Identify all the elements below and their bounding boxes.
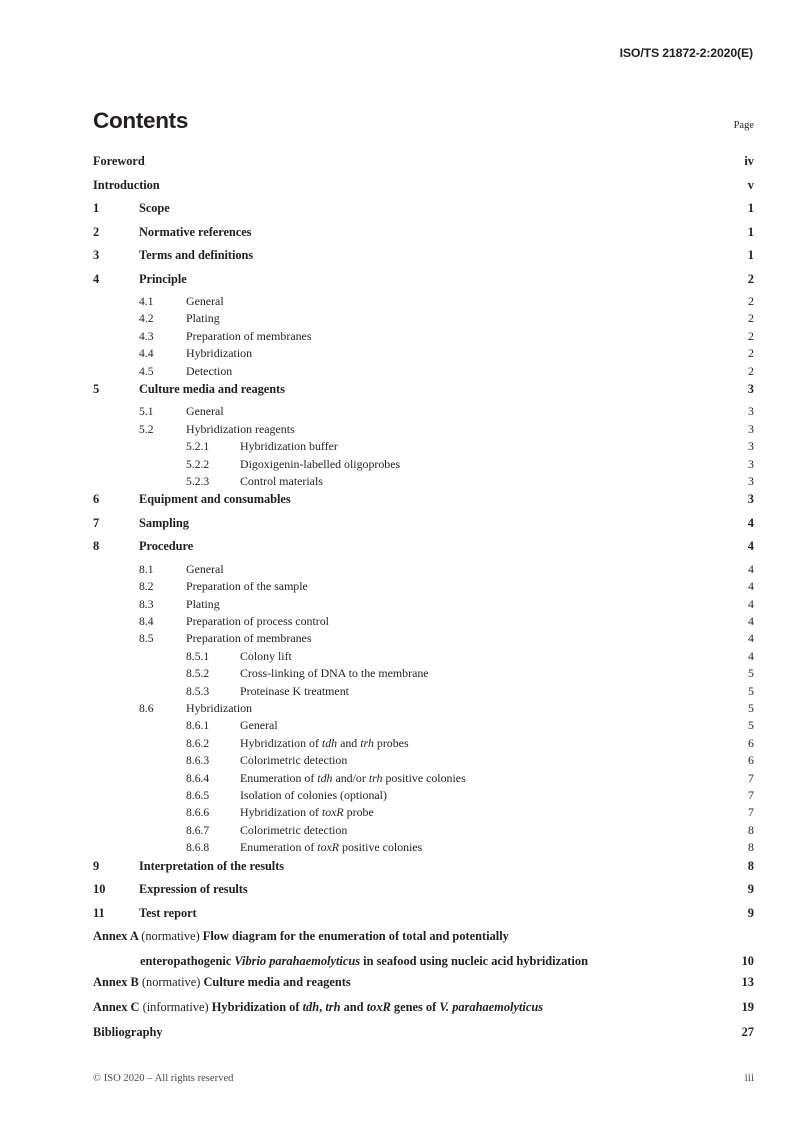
toc-bibliography-label: Bibliography: [93, 1025, 163, 1040]
dot-leader: [195, 549, 738, 550]
toc-entry[interactable]: [93, 517, 754, 541]
toc-entry-label: Colorimetric detection: [240, 753, 348, 768]
toc-entry-label: Terms and definitions: [139, 248, 254, 262]
dot-leader: [349, 833, 738, 834]
copyright-notice: © ISO 2020 – All rights reserved: [93, 1073, 234, 1084]
dot-leader: [389, 798, 738, 799]
toc-page-number: 4: [748, 596, 754, 611]
dot-leader: [287, 392, 738, 393]
toc-entry-label: Enumeration of toxR positive colonies: [240, 840, 423, 855]
toc-page-number: 3: [748, 421, 754, 436]
dot-leader: [294, 659, 738, 660]
toc-page-number: 4: [748, 648, 754, 663]
toc-entry-number: 11: [93, 905, 105, 920]
toc-page-number: v: [747, 177, 754, 192]
toc-entry[interactable]: [93, 807, 754, 824]
toc-annex-label: Annex A (normative) Flow diagram for the enumeration of total and potentially: [93, 929, 509, 944]
dot-leader: [147, 164, 738, 165]
dot-leader: [402, 467, 738, 468]
toc-entry[interactable]: [93, 755, 754, 772]
toc-entry[interactable]: [93, 860, 754, 884]
toc-entry-label: Scope: [139, 201, 170, 215]
toc-page-number: 3: [748, 456, 754, 471]
toc-entry-label: Introduction: [93, 177, 160, 192]
toc-entry-number: 8.6.7: [186, 823, 210, 837]
toc-entry[interactable]: [93, 720, 754, 737]
toc-entry-label: Plating: [186, 596, 220, 611]
toc-page-number: 4: [747, 515, 754, 530]
dot-leader: [293, 502, 738, 503]
toc-entry[interactable]: [93, 883, 754, 907]
toc-entry-label: Interpretation of the results: [139, 858, 285, 873]
toc-entry-number: 8.1: [139, 562, 154, 576]
toc-entry-number: 8.3: [139, 597, 154, 611]
toc-page-number: 13: [741, 975, 754, 990]
toc-entry-number: 8.6.4: [186, 771, 210, 785]
toc-page-number: 3: [748, 474, 754, 489]
toc-entry-number: 4.1: [139, 295, 154, 308]
toc-entry-number: 1: [93, 201, 100, 215]
toc-entry-number: 6: [93, 492, 100, 507]
table-of-contents: [93, 155, 754, 1051]
toc-entry-number: 5.1: [139, 405, 154, 419]
toc-entry-number: 7: [93, 515, 100, 530]
toc-page-number: 6: [748, 735, 754, 750]
toc-entry-number: 5.2.3: [186, 475, 210, 489]
toc-entry-label: Isolation of colonies (optional): [240, 787, 387, 802]
toc-entry-label: General: [240, 718, 278, 733]
page-footer: [93, 1072, 754, 1084]
dot-leader: [226, 414, 738, 415]
toc-entry[interactable]: [93, 249, 754, 273]
toc-page-number: 8: [748, 840, 754, 855]
toc-entry[interactable]: [93, 226, 754, 250]
dot-leader: [340, 449, 738, 450]
toc-entry-label: Foreword: [93, 154, 145, 168]
toc-entry-number: 2: [93, 224, 100, 239]
dot-leader: [325, 484, 738, 485]
toc-entry-label: Digoxigenin-labelled oligoprobes: [240, 456, 401, 471]
toc-entry[interactable]: [93, 476, 754, 493]
toc-entry-number: 8: [93, 539, 100, 554]
toc-entry[interactable]: [93, 202, 754, 226]
toc-page-number: 8: [748, 822, 754, 837]
toc-annex-entry-wrap[interactable]: [93, 955, 754, 976]
toc-page-number: 4: [748, 631, 754, 646]
dot-leader: [253, 235, 738, 236]
dot-leader: [411, 746, 738, 747]
toc-entry-label: Preparation of membranes: [186, 328, 312, 343]
dot-leader: [468, 781, 738, 782]
dot-leader: [297, 432, 738, 433]
toc-entry[interactable]: [93, 787, 754, 807]
dot-leader: [254, 356, 738, 357]
toc-entry-number: 8.5.1: [186, 649, 210, 663]
toc-entry-label: Hybridization of toxR probe: [240, 805, 374, 820]
toc-entry-number: 4.5: [139, 364, 154, 378]
toc-annex-label-continued: enteropathogenic Vibrio parahaemolyticus in seafood using nucleic acid hybridization: [140, 954, 588, 969]
toc-entry[interactable]: [93, 735, 754, 755]
dot-leader: [234, 374, 738, 375]
dot-leader: [226, 304, 738, 305]
toc-annex-entry[interactable]: [93, 930, 754, 955]
toc-page-number: 4: [748, 561, 754, 576]
toc-page-number: 2: [748, 311, 754, 326]
toc-entry-label: General: [186, 561, 224, 576]
toc-page-number: 1: [747, 248, 754, 262]
toc-entry-label: Colorimetric detection: [240, 822, 348, 837]
dot-leader: [331, 624, 738, 625]
toc-page-number: 9: [747, 882, 754, 897]
dot-leader: [590, 964, 738, 965]
dot-leader: [313, 641, 738, 642]
toc-page-number: 5: [748, 701, 754, 716]
toc-page-number: 9: [747, 905, 754, 920]
toc-entry[interactable]: [93, 348, 754, 365]
toc-page-number: 19: [741, 1000, 754, 1015]
toc-entry-label: Hybridization: [186, 346, 253, 361]
toc-entry-number: 8.6.8: [186, 841, 210, 855]
toc-entry-number: 8.6.2: [186, 736, 210, 750]
toc-entry-number: 4.3: [139, 329, 154, 343]
toc-entry[interactable]: [93, 383, 754, 407]
toc-annex-entry[interactable]: [93, 976, 754, 1001]
toc-entry-number: 8.6: [139, 702, 154, 716]
toc-entry-number: 8.5: [139, 632, 154, 646]
toc-page-number: 2: [748, 363, 754, 378]
dot-leader: [191, 526, 738, 527]
toc-entry[interactable]: [93, 456, 754, 476]
toc-entry-number: 5: [93, 381, 100, 396]
dot-leader: [286, 869, 738, 870]
dot-leader: [172, 211, 738, 212]
toc-entry[interactable]: [93, 421, 754, 441]
toc-entry-number: 5.2.2: [186, 457, 210, 471]
dot-leader: [254, 711, 738, 712]
toc-entry-number: 4: [93, 271, 100, 286]
toc-entry-number: 4.2: [139, 312, 154, 326]
toc-entry-number: 5.2.1: [186, 440, 210, 454]
toc-entry[interactable]: [93, 842, 754, 859]
toc-page-number: 5: [748, 683, 754, 698]
toc-page-number: 4: [748, 579, 754, 594]
toc-entry-label: Colony lift: [240, 648, 292, 663]
toc-page-number: 6: [748, 753, 754, 768]
toc-page-number: iv: [744, 154, 754, 168]
toc-entry-number: 8.6.6: [186, 806, 210, 820]
toc-entry-number: 9: [93, 858, 100, 873]
toc-entry-label: Principle: [139, 271, 187, 286]
dot-leader: [545, 1010, 738, 1011]
dot-leader: [250, 892, 738, 893]
toc-entry-label: Hybridization: [186, 701, 253, 716]
toc-page-number: 3: [747, 492, 754, 507]
toc-entry[interactable]: [93, 540, 754, 564]
toc-entry[interactable]: [93, 907, 754, 931]
toc-page-number: 1: [747, 224, 754, 239]
dot-leader: [222, 321, 738, 322]
toc-entry-label: General: [186, 404, 224, 419]
toc-entry-label: Plating: [186, 311, 220, 326]
toc-entry-number: 8.5.2: [186, 667, 210, 681]
toc-entry-label: Cross-linking of DNA to the membrane: [240, 666, 429, 681]
toc-entry[interactable]: [93, 273, 754, 297]
toc-entry[interactable]: [93, 668, 754, 685]
toc-entry-number: 4.4: [139, 347, 154, 361]
dot-leader: [376, 815, 738, 816]
page-column-label: Page: [733, 120, 754, 131]
toc-page-number: 4: [747, 539, 754, 554]
toc-annex-label: Annex B (normative) Culture media and reagents: [93, 975, 351, 990]
dot-leader: [280, 728, 738, 729]
toc-page-number: 2: [747, 271, 754, 286]
toc-page-number: 2: [748, 346, 754, 361]
toc-page-number: 27: [741, 1025, 754, 1040]
dot-leader: [199, 916, 738, 917]
dot-leader: [255, 258, 738, 259]
toc-entry-label: Sampling: [139, 515, 189, 530]
dot-leader: [165, 1035, 738, 1036]
dot-leader: [424, 850, 738, 851]
toc-page-number: 3: [747, 381, 754, 396]
toc-entry-label: Equipment and consumables: [139, 492, 291, 507]
dot-leader: [162, 188, 738, 189]
dot-leader: [351, 694, 738, 695]
toc-entry[interactable]: [93, 770, 754, 790]
toc-entry-number: 5.2: [139, 422, 154, 436]
toc-page-number: 10: [741, 954, 754, 969]
toc-entry-number: 8.6.1: [186, 719, 210, 733]
toc-entry[interactable]: [93, 822, 754, 842]
toc-entry-number: 10: [93, 882, 106, 897]
toc-entry-label: General: [186, 294, 224, 308]
toc-entry-label: Proteinase K treatment: [240, 683, 349, 698]
toc-entry[interactable]: [93, 633, 754, 650]
toc-entry-label: Test report: [139, 905, 197, 920]
toc-entry-label: Expression of results: [139, 882, 248, 897]
toc-page-number: 2: [748, 328, 754, 343]
dot-leader: [313, 339, 738, 340]
toc-entry[interactable]: [93, 441, 754, 458]
toc-page-number: 5: [748, 718, 754, 733]
toc-entry-label: Preparation of membranes: [186, 631, 312, 646]
toc-entry-label: Hybridization buffer: [240, 439, 338, 454]
toc-entry-label: Enumeration of tdh and/or trh positive colonies: [240, 770, 466, 785]
toc-entry-number: 8.5.3: [186, 684, 210, 698]
toc-entry-label: Hybridization reagents: [186, 421, 295, 436]
toc-entry-label: Preparation of the sample: [186, 579, 308, 594]
toc-entry[interactable]: [93, 179, 754, 203]
toc-page-number: 2: [748, 294, 754, 308]
toc-page-number: 8: [747, 858, 754, 873]
toc-annex-label: Annex C (informative) Hybridization of tdh, trh and toxR genes of V. parahaemolyticus: [93, 1000, 544, 1015]
toc-page-number: 7: [748, 805, 754, 820]
toc-entry[interactable]: [93, 493, 754, 517]
toc-entry-number: 8.6.5: [186, 788, 210, 802]
toc-page-number: 3: [748, 439, 754, 454]
toc-entry-label: Detection: [186, 363, 233, 378]
toc-entry[interactable]: [93, 155, 754, 179]
toc-entry-label: Hybridization of tdh and trh probes: [240, 735, 409, 750]
toc-entry-number: 8.6.3: [186, 754, 210, 768]
toc-entry-label: Control materials: [240, 474, 323, 489]
toc-page-number: 4: [748, 614, 754, 629]
toc-entry-number: 8.2: [139, 580, 154, 594]
dot-leader: [310, 589, 738, 590]
toc-page-number: 5: [748, 666, 754, 681]
toc-page-number: 7: [748, 770, 754, 785]
dot-leader: [226, 572, 738, 573]
dot-leader: [431, 676, 738, 677]
toc-page-number: 1: [747, 201, 754, 215]
toc-entry-number: 3: [93, 248, 100, 262]
toc-entry[interactable]: [93, 703, 754, 720]
toc-entry-number: 8.4: [139, 615, 154, 629]
toc-annex-entry[interactable]: [93, 1001, 754, 1026]
toc-entry-label: Preparation of process control: [186, 614, 329, 629]
page-folio: iii: [744, 1072, 754, 1084]
toc-entry[interactable]: [93, 363, 754, 383]
toc-page-number: 3: [748, 404, 754, 419]
dot-leader: [222, 607, 738, 608]
toc-entry-label: Procedure: [139, 539, 194, 554]
page-title: Contents: [93, 108, 189, 133]
contents-title-row: [93, 108, 754, 134]
dot-leader: [353, 985, 738, 986]
dot-leader: [349, 763, 738, 764]
toc-bibliography-entry[interactable]: [93, 1026, 754, 1051]
toc-entry-label: Culture media and reagents: [139, 381, 285, 396]
document-header-id: ISO/TS 21872-2:2020(E): [619, 46, 753, 60]
dot-leader: [189, 282, 738, 283]
toc-page-number: 7: [748, 787, 754, 802]
toc-entry-label: Normative references: [139, 224, 252, 239]
